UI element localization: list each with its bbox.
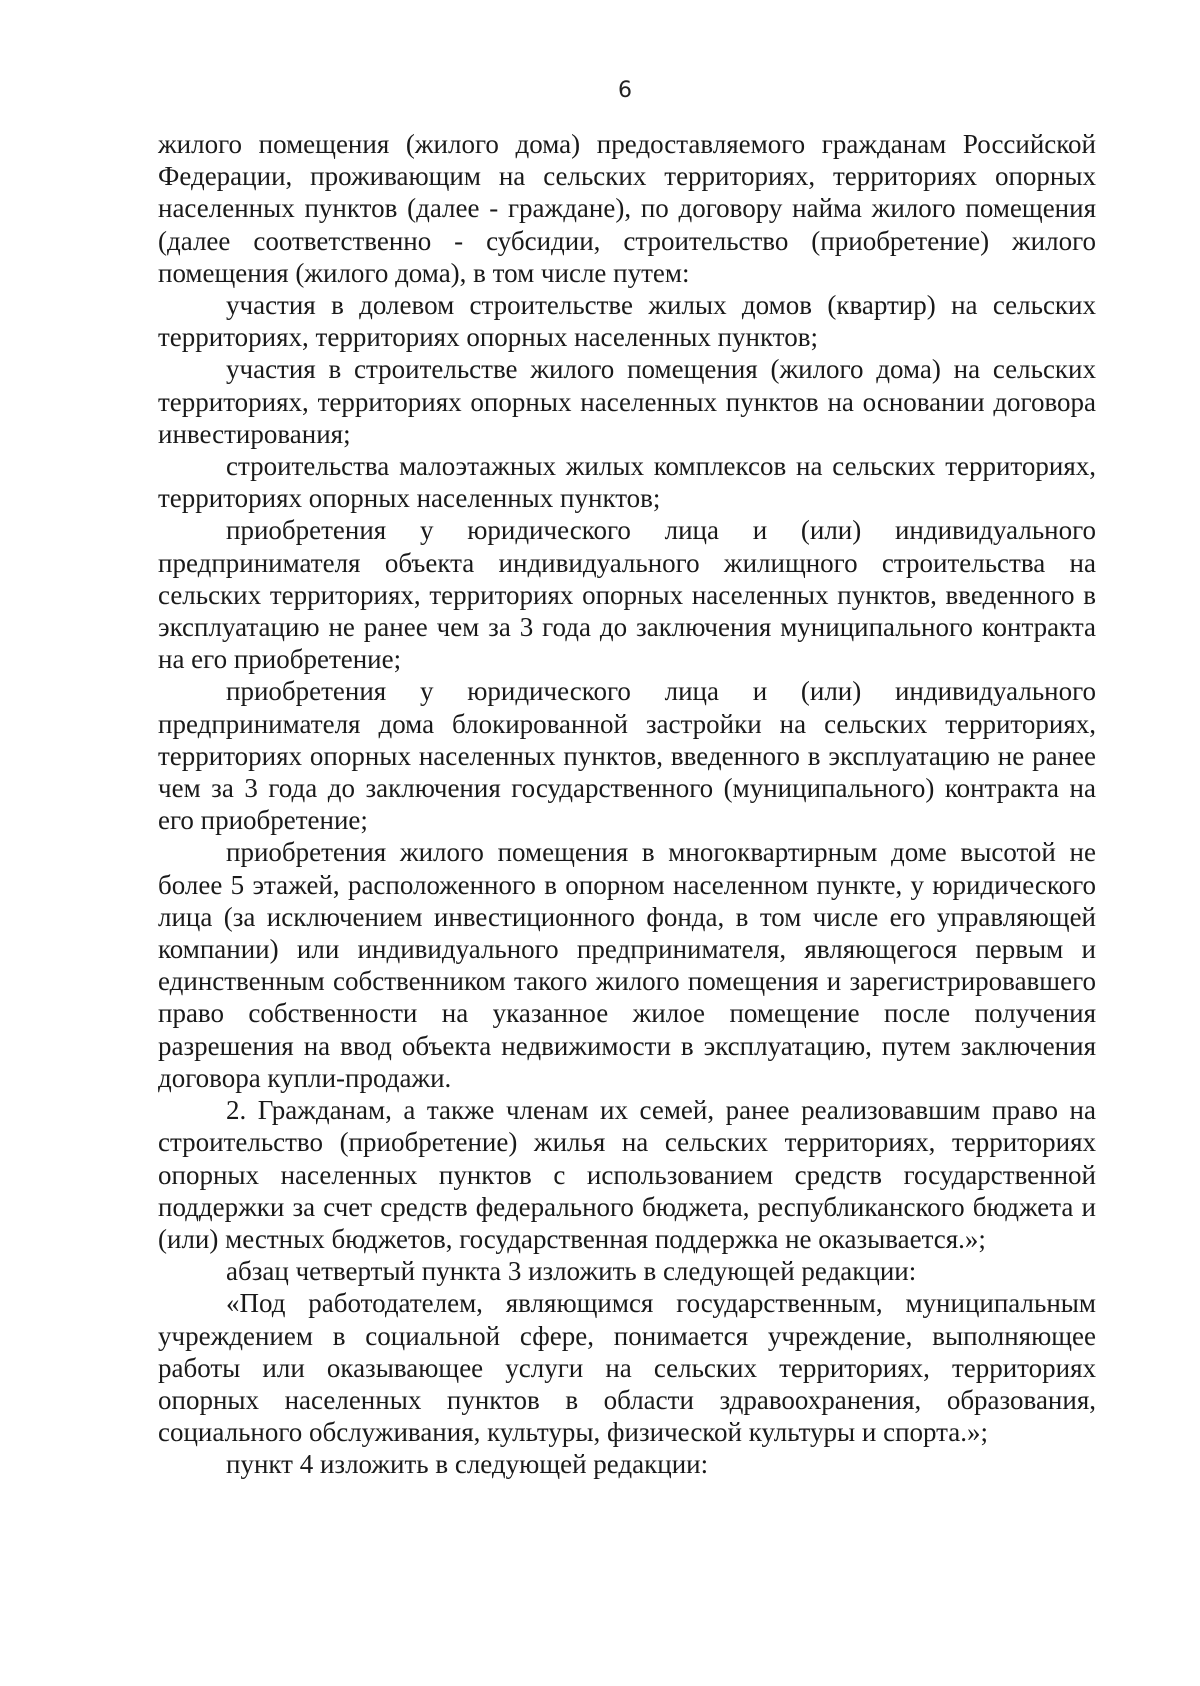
paragraph-item-2: 2. Гражданам, а также членам их семей, ранее реализовавшим право на строительство (приобретение) жилья на сельских территориях, территориях опорных населенных пунктов с использованием средств государственной поддержки за счет средств федерального бюджета, республиканского бюджета и (или) местных бюджетов, государственная поддержка не оказывается.»; [158, 1095, 1096, 1254]
paragraph-low-rise-complexes: строительства малоэтажных жилых комплексов на сельских территориях, территориях опорных населенных пунктов; [158, 451, 1096, 514]
paragraph-amend-item-3: абзац четвертый пункта 3 изложить в следующей редакции: [226, 1256, 917, 1287]
paragraph-blocked-house-purchase: приобретения у юридического лица и (или) индивидуального предпринимателя дома блокированной застройки на сельских территориях, территориях опорных населенных пунктов, введенного в эксплуатацию не ранее чем за 3 года до заключения государственного (муниципального) контракта на его приобретение; [158, 676, 1096, 836]
paragraph-individual-housing-purchase: приобретения у юридического лица и (или) индивидуального предпринимателя объекта индивидуального жилищного строительства на сельских территориях, территориях опорных населенных пунктов, введенного в эксплуатацию не ранее чем за 3 года до заключения муниципального контракта на его приобретение; [158, 515, 1096, 675]
paragraph-amend-item-4: пункт 4 изложить в следующей редакции: [226, 1449, 709, 1480]
page-number: 6 [618, 78, 632, 103]
paragraph-employer-definition: «Под работодателем, являющимся государственным, муниципальным учреждением в социальной сфере, понимается учреждение, выполняющее работы или оказывающее услуги на сельских территориях, территориях опорных населенных пунктов в области здравоохранения, образования, социального обслуживания, культуры, физической культуры и спорта.»; [158, 1288, 1096, 1448]
paragraph-investment-construction: участия в строительстве жилого помещения (жилого дома) на сельских территориях, территориях опорных населенных пунктов на основании договора инвестирования; [158, 354, 1096, 449]
paragraph-apartment-purchase: приобретения жилого помещения в многоквартирным доме высотой не более 5 этажей, расположенного в опорном населенном пункте, у юридического лица (за исключением инвестиционного фонда, в том числе его управляющей компании) или индивидуального предпринимателя, являющегося первым и единственным собственником такого жилого помещения и зарегистрировавшего право собственности на указанное жилое помещение после получения разрешения на ввод объекта недвижимости в эксплуатацию, путем заключения договора купли-продажи. [158, 837, 1096, 1093]
paragraph-continuation: жилого помещения (жилого дома) предоставляемого гражданам Российской Федерации, проживающим на сельских территориях, территориях опорных населенных пунктов (далее - граждане), по договору найма жилого помещения (далее соответственно - субсидии, строительство (приобретение) жилого помещения (жилого дома), в том числе путем: [158, 129, 1096, 288]
paragraph-shared-construction: участия в долевом строительстве жилых домов (квартир) на сельских территориях, территориях опорных населенных пунктов; [158, 290, 1096, 353]
document-body [158, 128, 1096, 1481]
